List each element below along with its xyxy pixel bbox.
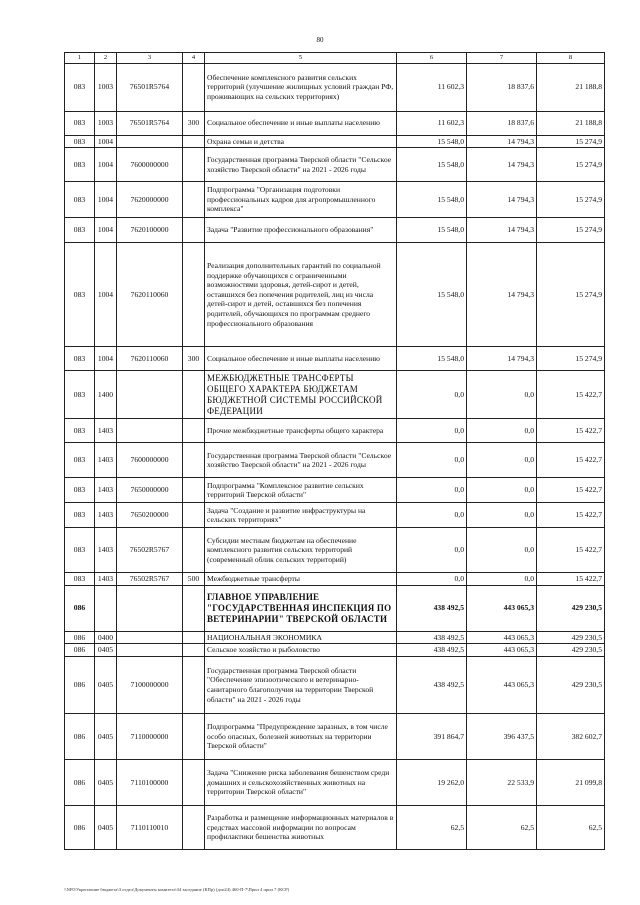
expense-type-cell <box>183 805 205 849</box>
section-code-cell: 0405 <box>95 644 117 657</box>
amount-2024-cell: 438 492,5 <box>397 631 467 644</box>
admin-code-cell: 083 <box>65 148 95 182</box>
section-code-cell: 0405 <box>95 805 117 849</box>
amount-2024-cell: 0,0 <box>397 573 467 586</box>
table-row <box>65 111 605 135</box>
amount-2025-cell: 0,0 <box>467 573 537 586</box>
page-number: 80 <box>316 36 324 44</box>
amount-2024-cell: 0,0 <box>397 443 467 478</box>
target-article-cell: 76502R5767 <box>117 528 183 573</box>
expense-type-cell: 500 <box>183 573 205 586</box>
amount-2026-cell: 15 274,9 <box>537 347 605 371</box>
amount-2026-cell: 15 422,7 <box>537 419 605 443</box>
description-cell: Задача "Снижение риска заболевания бешенством среди домашних и сельскохозяйственных животных на территории Тверской области" <box>205 759 397 805</box>
target-article-cell: 7600000000 <box>117 148 183 182</box>
expense-type-cell <box>183 585 205 631</box>
expense-type-cell <box>183 631 205 644</box>
expense-type-cell <box>183 182 205 218</box>
table-row <box>65 528 605 573</box>
admin-code-cell: 086 <box>65 805 95 849</box>
table-row <box>65 63 605 111</box>
amount-2026-cell: 15 422,7 <box>537 503 605 528</box>
admin-code-cell: 086 <box>65 631 95 644</box>
expense-type-cell <box>183 419 205 443</box>
column-number-2: 2 <box>95 53 117 64</box>
admin-code-cell: 086 <box>65 585 95 631</box>
table-row <box>65 573 605 586</box>
column-number-7: 7 <box>467 53 537 64</box>
section-code-cell: 1403 <box>95 528 117 573</box>
description-cell: Разработка и размещение информационных материалов в средствах массовой информации по вопросам профилактики бешенства животных <box>205 805 397 849</box>
section-code-cell: 1403 <box>95 419 117 443</box>
description-cell: Субсидии местным бюджетам на обеспечение комплексного развития сельских территорий (современный облик сельских территорий) <box>205 528 397 573</box>
section-code-cell: 1003 <box>95 63 117 111</box>
expense-type-cell <box>183 243 205 347</box>
amount-2024-cell: 0,0 <box>397 478 467 503</box>
section-code-cell <box>95 585 117 631</box>
amount-2025-cell: 18 837,6 <box>467 63 537 111</box>
amount-2025-cell: 14 794,3 <box>467 347 537 371</box>
expense-type-cell: 300 <box>183 347 205 371</box>
amount-2026-cell: 15 422,7 <box>537 443 605 478</box>
table-row <box>65 371 605 419</box>
amount-2025-cell: 62,5 <box>467 805 537 849</box>
amount-2024-cell: 391 864,7 <box>397 713 467 759</box>
budget-table <box>64 52 605 850</box>
target-article-cell: 7620000000 <box>117 182 183 218</box>
column-number-5: 5 <box>205 53 397 64</box>
amount-2025-cell: 14 794,3 <box>467 182 537 218</box>
amount-2026-cell: 15 422,7 <box>537 478 605 503</box>
admin-code-cell: 083 <box>65 528 95 573</box>
table-row <box>65 656 605 713</box>
amount-2025-cell: 0,0 <box>467 443 537 478</box>
target-article-cell: 7110000000 <box>117 713 183 759</box>
table-row <box>65 503 605 528</box>
amount-2024-cell: 15 548,0 <box>397 243 467 347</box>
target-article-cell <box>117 631 183 644</box>
description-cell: Подпрограмма "Комплексное развитие сельских территорий Тверской области" <box>205 478 397 503</box>
target-article-cell <box>117 135 183 148</box>
expense-type-cell <box>183 218 205 243</box>
table-row <box>65 443 605 478</box>
expense-type-cell <box>183 443 205 478</box>
amount-2026-cell: 15 274,9 <box>537 243 605 347</box>
table-row <box>65 759 605 805</box>
admin-code-cell: 083 <box>65 503 95 528</box>
amount-2026-cell: 429 230,5 <box>537 631 605 644</box>
amount-2026-cell: 62,5 <box>537 805 605 849</box>
description-cell: Социальное обеспечение и иные выплаты населению <box>205 111 397 135</box>
section-code-cell: 1403 <box>95 573 117 586</box>
section-code-cell: 1004 <box>95 182 117 218</box>
section-code-cell: 1004 <box>95 243 117 347</box>
admin-code-cell: 083 <box>65 135 95 148</box>
description-cell: Межбюджетные трансферты <box>205 573 397 586</box>
amount-2025-cell: 0,0 <box>467 371 537 419</box>
amount-2025-cell: 443 065,3 <box>467 644 537 657</box>
description-cell: Государственная программа Тверской области "Обеспечение эпизоотического и ветеринарно-санитарного благополучия на территории Тверской области" на 2021 - 2026 годы <box>205 656 397 713</box>
admin-code-cell: 083 <box>65 443 95 478</box>
target-article-cell <box>117 585 183 631</box>
description-cell: Государственная программа Тверской области "Сельское хозяйство Тверской области" на 2021 - 2026 годы <box>205 148 397 182</box>
amount-2026-cell: 429 230,5 <box>537 585 605 631</box>
expense-type-cell <box>183 135 205 148</box>
section-code-cell: 0405 <box>95 713 117 759</box>
table-row <box>65 148 605 182</box>
section-code-cell: 1004 <box>95 347 117 371</box>
amount-2026-cell: 21 188,8 <box>537 111 605 135</box>
admin-code-cell: 083 <box>65 478 95 503</box>
section-code-cell: 1403 <box>95 478 117 503</box>
section-code-cell: 0405 <box>95 759 117 805</box>
target-article-cell: 7620110060 <box>117 347 183 371</box>
table-row <box>65 631 605 644</box>
amount-2026-cell: 15 274,9 <box>537 135 605 148</box>
target-article-cell: 7600000000 <box>117 443 183 478</box>
table-row <box>65 644 605 657</box>
admin-code-cell: 086 <box>65 713 95 759</box>
section-code-cell: 1403 <box>95 503 117 528</box>
description-cell: Задача "Создание и развитие инфраструктуры на сельских территориях" <box>205 503 397 528</box>
target-article-cell: 76501R5764 <box>117 111 183 135</box>
admin-code-cell: 083 <box>65 573 95 586</box>
target-article-cell: 7110110010 <box>117 805 183 849</box>
section-code-cell: 0400 <box>95 631 117 644</box>
description-cell: НАЦИОНАЛЬНАЯ ЭКОНОМИКА <box>205 631 397 644</box>
amount-2024-cell: 438 492,5 <box>397 585 467 631</box>
admin-code-cell: 083 <box>65 182 95 218</box>
amount-2024-cell: 15 548,0 <box>397 135 467 148</box>
expense-type-cell <box>183 63 205 111</box>
amount-2025-cell: 18 837,6 <box>467 111 537 135</box>
table-body <box>65 63 605 849</box>
amount-2025-cell: 14 794,3 <box>467 148 537 182</box>
target-article-cell <box>117 644 183 657</box>
file-path-footer: \\NF0\Укрепление бюджета\3 отдел\Документы комитета\34 заседание (КПр) (доп24) 460-П-7\Прил 4 прил 7 (КСР) <box>64 887 290 892</box>
amount-2026-cell: 429 230,5 <box>537 644 605 657</box>
target-article-cell: 7110100000 <box>117 759 183 805</box>
amount-2026-cell: 15 422,7 <box>537 371 605 419</box>
amount-2024-cell: 0,0 <box>397 528 467 573</box>
table-row <box>65 218 605 243</box>
expense-type-cell <box>183 528 205 573</box>
admin-code-cell: 086 <box>65 656 95 713</box>
amount-2026-cell: 15 274,9 <box>537 182 605 218</box>
admin-code-cell: 083 <box>65 371 95 419</box>
description-cell: Прочие межбюджетные трансферты общего характера <box>205 419 397 443</box>
table-row <box>65 585 605 631</box>
amount-2024-cell: 15 548,0 <box>397 347 467 371</box>
target-article-cell <box>117 371 183 419</box>
section-code-cell: 1004 <box>95 218 117 243</box>
section-code-cell: 0405 <box>95 656 117 713</box>
table-row <box>65 182 605 218</box>
amount-2026-cell: 429 230,5 <box>537 656 605 713</box>
amount-2025-cell: 0,0 <box>467 478 537 503</box>
amount-2024-cell: 62,5 <box>397 805 467 849</box>
amount-2026-cell: 15 274,9 <box>537 218 605 243</box>
expense-type-cell <box>183 644 205 657</box>
amount-2026-cell: 15 274,9 <box>537 148 605 182</box>
target-article-cell: 7620100000 <box>117 218 183 243</box>
amount-2024-cell: 15 548,0 <box>397 218 467 243</box>
amount-2026-cell: 15 422,7 <box>537 573 605 586</box>
amount-2026-cell: 21 188,8 <box>537 63 605 111</box>
amount-2025-cell: 14 794,3 <box>467 135 537 148</box>
description-cell: Задача "Развитие профессионального образования" <box>205 218 397 243</box>
column-number-1: 1 <box>65 53 95 64</box>
target-article-cell: 7650200000 <box>117 503 183 528</box>
amount-2024-cell: 0,0 <box>397 371 467 419</box>
table-row <box>65 478 605 503</box>
column-number-8: 8 <box>537 53 605 64</box>
expense-type-cell <box>183 371 205 419</box>
admin-code-cell: 083 <box>65 347 95 371</box>
section-code-cell: 1400 <box>95 371 117 419</box>
expense-type-cell <box>183 478 205 503</box>
amount-2025-cell: 22 533,9 <box>467 759 537 805</box>
table-row <box>65 243 605 347</box>
target-article-cell: 7100000000 <box>117 656 183 713</box>
description-cell: Сельское хозяйство и рыболовство <box>205 644 397 657</box>
column-number-3: 3 <box>117 53 183 64</box>
amount-2026-cell: 21 099,8 <box>537 759 605 805</box>
amount-2024-cell: 438 492,5 <box>397 644 467 657</box>
amount-2025-cell: 14 794,3 <box>467 218 537 243</box>
target-article-cell: 7620110060 <box>117 243 183 347</box>
expense-type-cell: 300 <box>183 111 205 135</box>
amount-2025-cell: 443 065,3 <box>467 585 537 631</box>
amount-2024-cell: 11 602,3 <box>397 111 467 135</box>
table-row <box>65 419 605 443</box>
target-article-cell: 76502R5767 <box>117 573 183 586</box>
amount-2025-cell: 396 437,5 <box>467 713 537 759</box>
amount-2025-cell: 443 065,3 <box>467 631 537 644</box>
admin-code-cell: 083 <box>65 111 95 135</box>
amount-2024-cell: 0,0 <box>397 503 467 528</box>
amount-2024-cell: 11 602,3 <box>397 63 467 111</box>
amount-2024-cell: 19 262,0 <box>397 759 467 805</box>
description-cell: Социальное обеспечение и иные выплаты населению <box>205 347 397 371</box>
description-cell: Подпрограмма "Предупреждение заразных, в том числе особо опасных, болезней животных на территории Тверской области" <box>205 713 397 759</box>
table-row <box>65 135 605 148</box>
amount-2024-cell: 15 548,0 <box>397 182 467 218</box>
description-cell: Реализация дополнительных гарантий по социальной поддержке обучающихся с ограниченными возможностями здоровья, детей-сирот и детей, оставшихся без попечения родителей, лиц из числа детей-сирот и детей, оставшихся без попечения родителей, обучающихся по программам среднего профессионального образования <box>205 243 397 347</box>
admin-code-cell: 086 <box>65 759 95 805</box>
table-row <box>65 347 605 371</box>
description-cell: Государственная программа Тверской области "Сельское хозяйство Тверской области" на 2021 - 2026 годы <box>205 443 397 478</box>
section-code-cell: 1403 <box>95 443 117 478</box>
amount-2026-cell: 382 602,7 <box>537 713 605 759</box>
admin-code-cell: 086 <box>65 644 95 657</box>
description-cell: Обеспечение комплексного развития сельских территорий (улучшение жилищных условий граждан РФ, проживающих на сельских территориях) <box>205 63 397 111</box>
section-code-cell: 1004 <box>95 148 117 182</box>
column-number-6: 6 <box>397 53 467 64</box>
amount-2025-cell: 0,0 <box>467 419 537 443</box>
amount-2025-cell: 443 065,3 <box>467 656 537 713</box>
admin-code-cell: 083 <box>65 63 95 111</box>
amount-2025-cell: 0,0 <box>467 528 537 573</box>
table-row <box>65 805 605 849</box>
amount-2024-cell: 438 492,5 <box>397 656 467 713</box>
expense-type-cell <box>183 503 205 528</box>
column-number-row <box>65 53 605 64</box>
amount-2024-cell: 0,0 <box>397 419 467 443</box>
section-code-cell: 1004 <box>95 135 117 148</box>
admin-code-cell: 083 <box>65 218 95 243</box>
description-cell: Охрана семьи и детства <box>205 135 397 148</box>
amount-2024-cell: 15 548,0 <box>397 148 467 182</box>
expense-type-cell <box>183 148 205 182</box>
section-code-cell: 1003 <box>95 111 117 135</box>
table-row <box>65 713 605 759</box>
description-cell: Подпрограмма "Организация подготовки профессиональных кадров для агропромышленного комплекса" <box>205 182 397 218</box>
amount-2025-cell: 14 794,3 <box>467 243 537 347</box>
column-number-4: 4 <box>183 53 205 64</box>
description-cell: ГЛАВНОЕ УПРАВЛЕНИЕ "ГОСУДАРСТВЕННАЯ ИНСПЕКЦИЯ ПО ВЕТЕРИНАРИИ" ТВЕРСКОЙ ОБЛАСТИ <box>205 585 397 631</box>
expense-type-cell <box>183 713 205 759</box>
target-article-cell: 7650000000 <box>117 478 183 503</box>
target-article-cell: 76501R5764 <box>117 63 183 111</box>
target-article-cell <box>117 419 183 443</box>
description-cell: МЕЖБЮДЖЕТНЫЕ ТРАНСФЕРТЫ ОБЩЕГО ХАРАКТЕРА БЮДЖЕТАМ БЮДЖЕТНОЙ СИСТЕМЫ РОССИЙСКОЙ ФЕДЕРАЦИИ <box>205 371 397 419</box>
amount-2026-cell: 15 422,7 <box>537 528 605 573</box>
expense-type-cell <box>183 759 205 805</box>
expense-type-cell <box>183 656 205 713</box>
admin-code-cell: 083 <box>65 419 95 443</box>
amount-2025-cell: 0,0 <box>467 503 537 528</box>
admin-code-cell: 083 <box>65 243 95 347</box>
